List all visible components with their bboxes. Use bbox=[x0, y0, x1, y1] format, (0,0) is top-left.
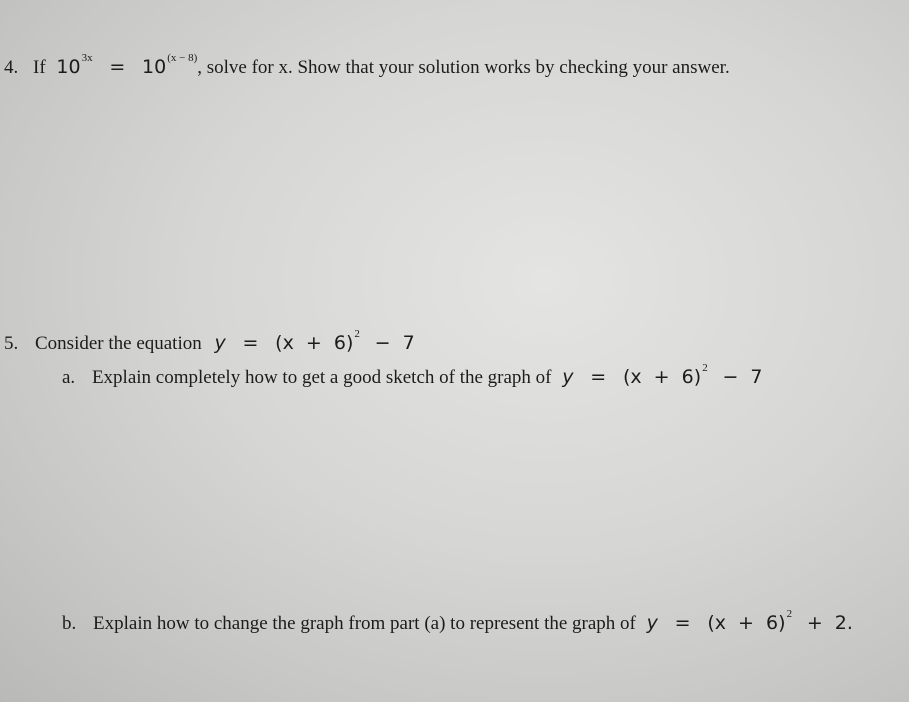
q4-equals: = bbox=[109, 56, 126, 78]
question-4 bbox=[4, 52, 730, 78]
question-4-lead: If bbox=[33, 57, 46, 78]
q5a-eq-equals: = bbox=[590, 366, 607, 388]
q5-eq-lhs: y bbox=[214, 332, 226, 354]
question-5-number: 5. bbox=[4, 333, 19, 354]
q5-eq-paren: (x + 6) bbox=[275, 332, 354, 354]
q5b-eq-exponent: 2 bbox=[786, 608, 793, 620]
question-5a bbox=[62, 362, 763, 388]
q5-eq-exponent: 2 bbox=[354, 328, 360, 340]
q4-rhs-base: 10 bbox=[142, 56, 167, 78]
question-5b bbox=[62, 608, 853, 634]
q5b-eq-lhs: y bbox=[646, 612, 658, 634]
q4-rhs-exponent: (x − 8) bbox=[167, 52, 198, 64]
q5b-eq-paren: (x + 6) bbox=[707, 612, 786, 634]
question-5a-label: a. bbox=[62, 367, 76, 388]
q5b-eq-tail: + 2. bbox=[806, 612, 853, 634]
q5-eq-equals: = bbox=[242, 332, 259, 354]
q5-eq-tail: − 7 bbox=[374, 332, 415, 354]
question-5a-text: Explain completely how to get a good sketch of the graph of bbox=[91, 367, 552, 388]
q5b-eq-equals: = bbox=[674, 612, 691, 634]
q5a-eq-tail: − 7 bbox=[722, 366, 763, 388]
q4-lhs-exponent: 3x bbox=[81, 52, 93, 64]
question-5b-label: b. bbox=[62, 613, 77, 634]
question-4-text: , solve for x. Show that your solution works by checking your answer. bbox=[197, 57, 730, 78]
question-5 bbox=[4, 328, 415, 354]
q5a-eq-paren: (x + 6) bbox=[622, 366, 702, 388]
question-5-lead: Consider the equation bbox=[35, 333, 202, 354]
question-4-number: 4. bbox=[4, 57, 19, 78]
q4-lhs-base: 10 bbox=[56, 56, 81, 78]
q5a-eq-exponent: 2 bbox=[702, 362, 708, 374]
q5a-eq-lhs: y bbox=[562, 366, 574, 388]
question-5b-text: Explain how to change the graph from part (a) to represent the graph of bbox=[93, 613, 636, 634]
